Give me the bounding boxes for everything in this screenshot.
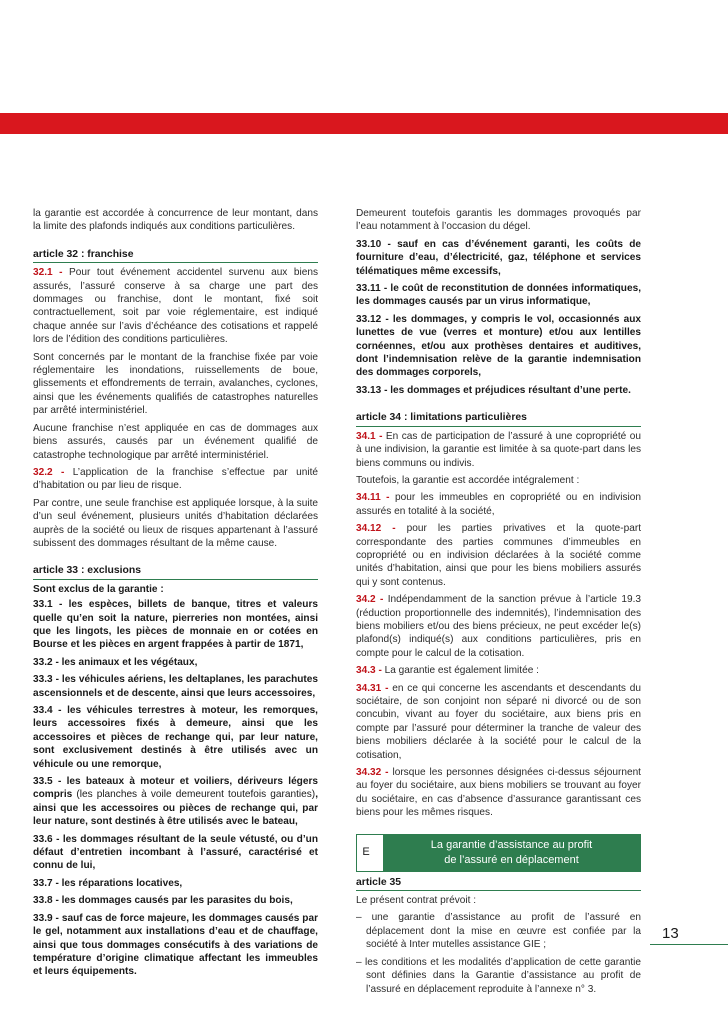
- section-letter: E: [362, 845, 370, 858]
- paragraph-34-3: [356, 664, 641, 677]
- exclusion-33-11: 33.11 - le coût de reconstitution de données informatiques, les dommages causés par un virus informatique,: [356, 283, 641, 308]
- clause-number: 32.2 -: [33, 466, 65, 478]
- clause-text: En cas de participation de l’assuré à une copropriété ou à une indivision, la garantie est limitée à sa quote-part dans les biens communs ou indivis.: [356, 430, 641, 469]
- paragraph: Sont concernés par le montant de la franchise fixée par voie réglementaire les inondations, ruissellements de boue, glissements et effondrements de terrain, avalanches, cyclones, ainsi que les événements qualifiés de catastrophes naturelles par arrêté interministériel.: [33, 351, 318, 417]
- exclusion-33-7: 33.7 - les réparations locatives,: [33, 877, 183, 889]
- left-column: [33, 207, 318, 983]
- paragraph-34-31: [356, 682, 641, 762]
- exclusion-33-5: [33, 775, 318, 829]
- paragraph-32-2: [33, 466, 318, 493]
- clause-number: 34.3 -: [356, 665, 382, 677]
- clause-text: Indépendamment de la sanction prévue à l’article 19.3 (réduction proportionnelle des indemnités), l’indemnisation des biens mobiliers et/ou des biens précieux, ne peut excéder le(s) plafond(s) indiqué(s) aux conditions particulières, pris en compte pour le calcul de la cotisation.: [356, 594, 641, 659]
- paragraph: Par contre, une seule franchise est appliquée lorsque, à la suite d’un seul événement, plusieurs unités d’habitation déclarées auprès de la société ou lieux de risques appartenant à l’assuré subissent des dommages résultant de la même cause.: [33, 497, 318, 549]
- clause-text: Pour tout événement accidentel survenu aux biens assurés, l’assuré conserve à sa charge une part des dommages ou franchise, dont le montant, fixé soit contractuellement, soit par voie réglementaire, est indiqué chaque année sur l’avis d’échéance des cotisations et rappelé lors de l’édition des conditions particulières.: [33, 267, 319, 346]
- exclusion-33-4: 33.4 - les véhicules terrestres à moteur, les remorques, leurs accessoires fixés à demeure, ainsi que les accessoires et pièces de rechange qui, par leur nature, sont exclusivement destinés à être utilisés avec un véhicule ou une remorque,: [33, 705, 318, 770]
- paragraph: Le présent contrat prévoit :: [356, 895, 477, 907]
- clause-note: (les planches à voile demeurent toutefois garanties): [72, 789, 316, 801]
- paragraph: Aucune franchise n’est appliquée en cas de dommages aux biens assurés, causés par un événement qualifié de catastrophe technologique par arrêté interministériel.: [33, 422, 318, 461]
- clause-number: 34.12 -: [356, 523, 396, 535]
- exclusion-33-9: 33.9 - sauf cas de force majeure, les dommages causés par le gel, notamment aux installations d’eau et de chauffage, ainsi que tous dommages consécutifs à des variations de température d’origine climatique affectant les immeubles et leurs équipements.: [33, 912, 318, 978]
- paragraph-32-1: [33, 266, 318, 346]
- clause-text: lorsque les personnes désignées ci-dessus séjournent au foyer du sociétaire, aux biens mobiliers se trouvant au foyer du sociétaire, en cas d’absence d’assurance garantissant ces biens pour les mêmes risques.: [356, 767, 641, 819]
- paragraph-34-32: [356, 766, 641, 820]
- exclusion-33-12: 33.12 - les dommages, y compris le vol, occasionnés aux lunettes de vue (verres et monture) et/ou aux lentilles cornéennes, et/ou aux prothèses dentaires et auditives, dont l’indemnisation relève de la garantie indemnisation des dommages corporels,: [356, 313, 641, 379]
- article-35-heading: article 35: [356, 876, 641, 891]
- paragraph: Toutefois, la garantie est accordée intégralement :: [356, 474, 580, 486]
- clause-number: 34.31 -: [356, 682, 389, 694]
- clause-text: en ce qui concerne les ascendants et descendants du sociétaire, de son conjoint non séparé ni divorcé ou de son concubin, vivant au foyer du sociétaire, aux biens pris en compte par l’assuré pour déterminer la tranche de valeur des biens mobiliers déclarée à la société pour le calcul de la cotisation,: [356, 682, 641, 761]
- clause-number: 34.11 -: [356, 492, 390, 504]
- top-red-bar: [0, 113, 728, 134]
- exclusion-33-2: 33.2 - les animaux et les végétaux,: [33, 656, 198, 668]
- exclusion-33-6: 33.6 - les dommages résultant de la seule vétusté, ou d’un défaut d’entretien incombant à l’assuré, caractérisé et connu de lui,: [33, 833, 318, 872]
- paragraph: la garantie est accordée à concurrence de leur montant, dans la limite des plafonds indiqués aux conditions particulières.: [33, 208, 318, 233]
- paragraph-34-2: [356, 593, 641, 660]
- article-32-heading: article 32 : franchise: [33, 248, 318, 263]
- clause-text: 33.5 - les bateaux à moteur et voiliers, dériveurs légers compris: [33, 776, 318, 801]
- exclusions-intro: Sont exclus de la garantie :: [33, 583, 164, 595]
- clause-number: 34.2 -: [356, 594, 384, 606]
- list-item: – les conditions et les modalités d’application de cette garantie sont définies dans la Garantie d’assistance au profit de l’assuré en déplacement reproduite à l’annexe n° 3.: [356, 956, 641, 995]
- section-title-line: La garantie d’assistance au profit: [430, 838, 593, 851]
- article-34-heading: article 34 : limitations particulières: [356, 411, 641, 426]
- exclusion-33-10: 33.10 - sauf en cas d’événement garanti, les coûts de fourniture d’eau, d’électricité, gaz, téléphone et services télématiques même excessifs,: [356, 238, 641, 277]
- article-33-heading: article 33 : exclusions: [33, 564, 318, 579]
- clause-number: 34.1 -: [356, 430, 383, 442]
- clause-number: 34.32 -: [356, 767, 389, 779]
- paragraph-34-1: [356, 430, 641, 470]
- section-title-line: de l’assuré en déplacement: [444, 853, 579, 866]
- clause-number: 32.1 -: [33, 267, 63, 279]
- list-item: – une garantie d’assistance au profit de l’assuré en déplacement dont la mise en œuvre est confiée par la société à Inter mutelles assistance GIE ;: [356, 912, 641, 951]
- exclusion-33-3: 33.3 - les véhicules aériens, les deltaplanes, les parachutes ascensionnels et de descente, ainsi que leurs accessoires,: [33, 674, 318, 699]
- right-column: [356, 207, 641, 1000]
- exclusion-33-8: 33.8 - les dommages causés par les parasites du bois,: [33, 895, 293, 907]
- page-number-rule: [650, 944, 728, 945]
- clause-text: pour les immeubles en copropriété ou en indivision assurés en totalité à la société,: [356, 492, 641, 517]
- clause-text: L’application de la franchise s’effectue par unité d’habitation ou par lieu de risque.: [33, 466, 318, 492]
- clause-text: pour les parties privatives et la quote-part correspondante des parties communes d’immeubles en copropriété ou en indivision déclarées à la société comme unités d’habitation, ainsi que pour les biens mobiliers assurés qui y sont contenus.: [356, 523, 642, 588]
- paragraph: Demeurent toutefois garantis les dommages provoqués par l’eau notamment à l’occasion du dégel.: [356, 208, 641, 233]
- paragraph-34-12: [356, 522, 641, 589]
- clause-text: , ainsi que les accessoires ou pièces de rechange qui, par leur nature, sont destinés à être utilisés avec le bateau,: [33, 789, 318, 828]
- exclusion-33-13: 33.13 - les dommages et préjudices résultant d’une perte.: [356, 384, 631, 396]
- page-number: 13: [662, 925, 679, 942]
- section-e-banner: [356, 834, 641, 872]
- section-title-band: [383, 835, 640, 871]
- clause-text: La garantie est également limitée :: [381, 665, 539, 677]
- paragraph-34-11: [356, 491, 641, 518]
- exclusion-33-1: 33.1 - les espèces, billets de banque, titres et valeurs quelle qu’en soit la nature, pierreries non montées, ainsi que les lingots, les pièces de monnaie en or cotées en Bourse et les pièces en argent frappées à partir de 1871,: [33, 599, 318, 651]
